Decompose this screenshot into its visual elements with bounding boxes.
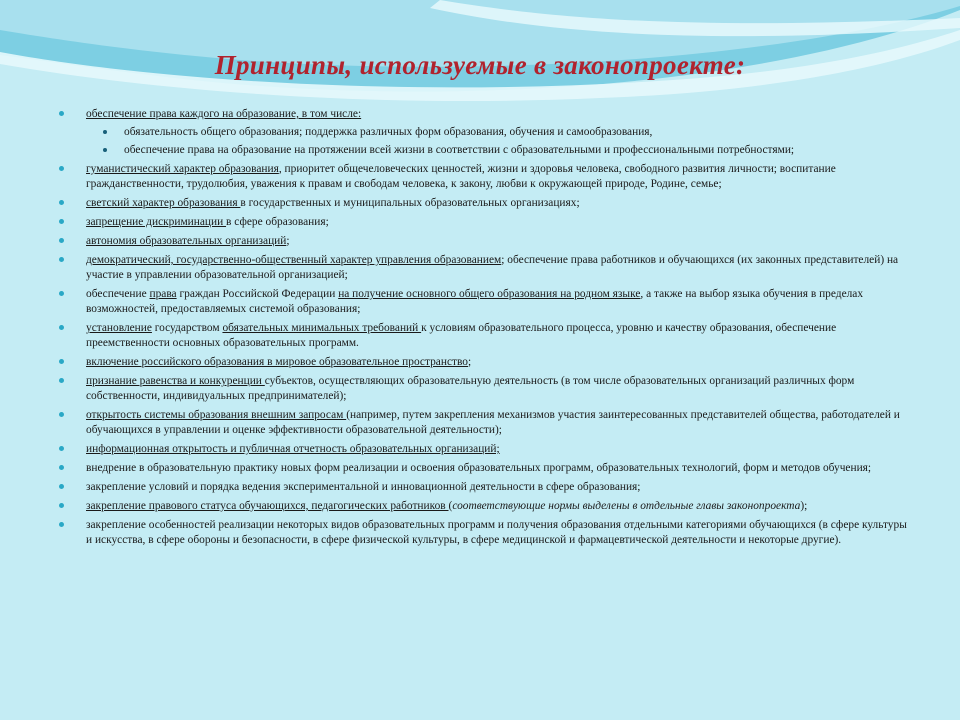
text-segment: ( xyxy=(448,500,453,512)
text-segment: обеспечение права каждого на образование, в том числе: xyxy=(86,108,362,120)
list-item xyxy=(58,196,908,211)
text-segment: открытость системы образования внешним запросам xyxy=(86,409,347,421)
page-title: Принципы, используемые в законопроекте: xyxy=(214,50,746,80)
list-item xyxy=(58,374,908,404)
list-item xyxy=(58,355,908,370)
list-item xyxy=(58,518,908,548)
text-segment: демократический, государственно-общественный характер управления образованием xyxy=(86,254,502,266)
text-segment: в сфере образования; xyxy=(226,216,329,228)
text-segment: запрещение дискриминации xyxy=(86,216,227,228)
text-segment: информационная открытость и публичная отчетность образовательных организаций; xyxy=(86,443,500,455)
list-item xyxy=(58,480,908,495)
list-item xyxy=(58,287,908,317)
principles-list xyxy=(58,107,908,548)
text-segment: , а также на выбор языка обучения в пределах возможностей, предоставляемых системой образования; xyxy=(86,288,864,315)
text-segment: закрепление правового статуса обучающихся, педагогических работников xyxy=(86,500,449,512)
text-segment: ; xyxy=(286,235,290,247)
text-segment: субъектов, осуществляющих образовательную деятельность (в том числе образовательных организаций различных форм собственности, индивидуальных предпринимателей); xyxy=(86,375,855,402)
text-segment: признание равенства и конкуренции xyxy=(86,375,265,387)
text-segment: светский характер образования xyxy=(86,197,241,209)
sub-list-item xyxy=(86,125,908,140)
text-segment: ; обеспечение права работников и обучающихся (их законных представителей) на участие в управлении образовательной организацией; xyxy=(86,254,899,281)
text-segment: включение российского образования в мировое образовательное пространство xyxy=(86,356,468,368)
text-segment: внедрение в образовательную практику новых форм реализации и освоения образовательных программ, образовательных технологий, форм и методов обучения; xyxy=(86,462,872,474)
text-segment: (например, путем закрепления механизмов участия заинтересованных представителей общества, работодателей и обучающихся в управлении и оценке эффективности образовательной деятельности); xyxy=(86,409,900,436)
principles-list-container xyxy=(58,107,908,552)
text-segment: права xyxy=(149,288,177,300)
list-item xyxy=(58,499,908,514)
text-segment: автономия образовательных организаций xyxy=(86,235,287,247)
list-item xyxy=(58,461,908,476)
text-segment: закрепление условий и порядка ведения экспериментальной и инновационной деятельности в сфере образования; xyxy=(86,481,641,493)
list-item xyxy=(58,215,908,230)
text-segment: на получение основного общего образования на родном языке xyxy=(338,288,641,300)
list-item xyxy=(58,321,908,351)
text-segment: в государственных и муниципальных образовательных организациях; xyxy=(240,197,580,209)
sub-list xyxy=(86,125,908,158)
text-segment: обеспечение xyxy=(86,288,150,300)
text-segment: к условиям образовательного процесса, уровню и качеству образования, обеспечение преемственности основных образовательных программ. xyxy=(86,322,837,349)
text-segment: обязательность общего образования; поддержка различных форм образования, обучения и самообразования, xyxy=(124,126,653,138)
sub-list-item xyxy=(86,143,908,158)
text-segment: государством xyxy=(151,322,223,334)
text-segment: граждан Российской Федерации xyxy=(176,288,339,300)
text-segment: гуманистический характер образования xyxy=(86,163,279,175)
text-segment: ; xyxy=(467,356,472,368)
list-item xyxy=(58,253,908,283)
list-item xyxy=(58,107,908,158)
text-segment: ); xyxy=(800,500,808,512)
text-segment: обеспечение права на образование на протяжении всей жизни в соответствии с образовательными и профессиональными потребностями; xyxy=(124,144,795,156)
text-segment: соответствующие нормы выделены в отдельные главы законопроекта xyxy=(452,500,801,512)
text-segment: установление xyxy=(86,322,152,334)
text-segment: закрепление особенностей реализации некоторых видов образовательных программ и получения образования отдельными категориями обучающихся (в сфере культуры и искусства, в сфере обороны и безопасности, в сфере физической культуры, в сфере медицинской и фармацевтической деятельности и некоторые другие). xyxy=(86,519,907,546)
list-item xyxy=(58,162,908,192)
text-segment: , приоритет общечеловеческих ценностей, жизни и здоровья человека, свободного развития личности; воспитание гражданственности, трудолюбия, уважения к правам и свободам человека, к закону, любви к окружающей природе, Родине, семье; xyxy=(86,163,836,190)
text-segment: обязательных минимальных требований xyxy=(222,322,422,334)
list-item xyxy=(58,234,908,249)
list-item xyxy=(58,442,908,457)
list-item xyxy=(58,408,908,438)
